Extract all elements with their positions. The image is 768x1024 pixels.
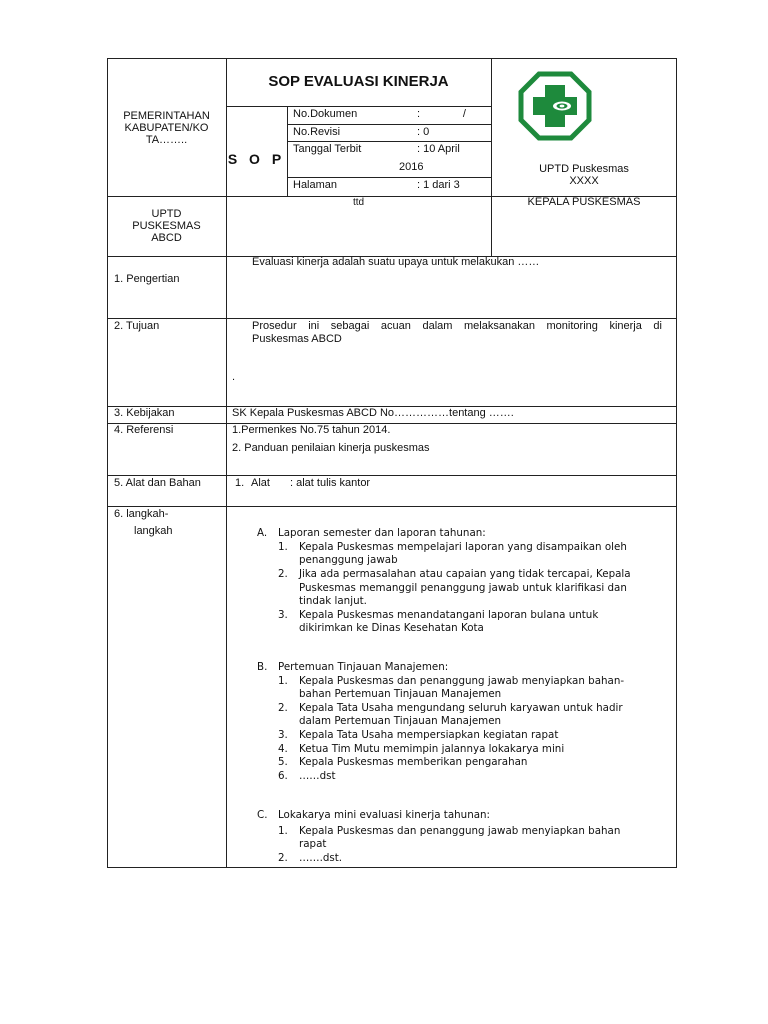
step-text: Jika ada permasalahan atau capaian yang tidak tercapai, Kepala [299, 568, 631, 580]
puskesmas-name: UPTD Puskesmas [539, 163, 629, 175]
unit-line: PUSKESMAS [132, 220, 201, 232]
group-letter: B. [257, 661, 268, 673]
puskesmas-logo-icon [517, 71, 593, 141]
step-number: 2. [278, 702, 288, 714]
step-number: 2. [278, 852, 288, 864]
org-line: TA…….. [145, 134, 188, 146]
divider [287, 124, 491, 125]
divider [287, 141, 491, 142]
tujuan-text: Puskesmas ABCD [252, 333, 342, 345]
step-number: 3. [278, 729, 288, 741]
divider [107, 506, 677, 507]
divider [226, 106, 491, 107]
step-text: Kepala Puskesmas dan penanggung jawab menyiapkan bahan [299, 825, 621, 837]
issue-date-value: : 10 April [417, 143, 460, 155]
divider [287, 177, 491, 178]
step-text: Kepala Puskesmas mempelajari laporan yang disampaikan oleh [299, 541, 627, 553]
alat-name: Alat [251, 477, 270, 489]
step-text: Kepala Puskesmas menandatangani laporan bulana untuk [299, 609, 599, 621]
pengertian-text: Evaluasi kinerja adalah suatu upaya untuk melakukan …… [252, 256, 540, 268]
divider [226, 256, 227, 868]
step-number: 3. [278, 609, 288, 621]
org-line: PEMERINTAHAN [123, 110, 210, 122]
divider [107, 423, 677, 424]
step-text: Ketua Tim Mutu memimpin jalannya lokakarya mini [299, 743, 565, 755]
group-title: Lokakarya mini evaluasi kinerja tahunan: [278, 809, 491, 821]
step-text: dikirimkan ke Dinas Kesehatan Kota [299, 622, 484, 634]
step-text: Kepala Tata Usaha mengundang seluruh karyawan untuk hadir [299, 702, 623, 714]
sop-label: S O P [227, 151, 286, 167]
page-value: : 1 dari 3 [417, 179, 460, 191]
step-text: penanggung jawab [299, 554, 398, 566]
divider [491, 58, 492, 256]
divider [107, 318, 677, 319]
step-text: rapat [299, 838, 327, 850]
group-letter: A. [257, 527, 268, 539]
group-title: Laporan semester dan laporan tahunan: [278, 527, 486, 539]
group-title: Pertemuan Tinjauan Manajemen: [278, 661, 449, 673]
page-label: Halaman [293, 179, 338, 191]
kebijakan-text: SK Kepala Puskesmas ABCD No……………tentang ……. [232, 407, 514, 419]
referensi-item: 2. Panduan penilaian kinerja puskesmas [232, 442, 430, 454]
step-number: 1. [278, 825, 288, 837]
step-number: 4. [278, 743, 288, 755]
tujuan-text: Prosedur ini sebagai acuan dalam melaksanakan monitoring kinerja di [252, 320, 662, 332]
step-text: Puskesmas memanggil penanggung jawab untuk klarifikasi dan [299, 582, 627, 594]
alat-value: : alat tulis kantor [290, 477, 371, 489]
section-label-pengertian: 1. Pengertian [114, 273, 180, 285]
step-text: Kepala Puskesmas memberikan pengarahan [299, 756, 528, 768]
signature-text: ttd [352, 197, 365, 208]
step-number: 5. [278, 756, 288, 768]
step-text: bahan Pertemuan Tinjauan Manajemen [299, 688, 502, 700]
referensi-item: 1.Permenkes No.75 tahun 2014. [232, 424, 391, 436]
section-label-alat: 5. Alat dan Bahan [114, 477, 201, 489]
org-line: KABUPATEN/KO [124, 122, 209, 134]
section-label-langkah: 6. langkah- [114, 508, 169, 520]
group-letter: C. [257, 809, 268, 821]
revision-value: : 0 [417, 126, 430, 138]
unit-line: UPTD [151, 208, 182, 220]
section-label-tujuan: 2. Tujuan [114, 320, 160, 332]
divider [107, 475, 677, 476]
step-text: ……dst [299, 770, 336, 782]
step-text: tindak lanjut. [299, 595, 367, 607]
step-text: dalam Pertemuan Tinjauan Manajemen [299, 715, 502, 727]
revision-label: No.Revisi [293, 126, 341, 138]
step-text: Kepala Tata Usaha mempersiapkan kegiatan rapat [299, 729, 559, 741]
section-label-kebijakan: 3. Kebijakan [114, 407, 175, 419]
puskesmas-name: XXXX [569, 175, 599, 187]
issue-date-year: 2016 [399, 161, 424, 173]
divider [287, 106, 288, 197]
step-number: 1. [278, 541, 288, 553]
step-number: 2. [278, 568, 288, 580]
doc-number-value: : / [417, 108, 466, 120]
section-label-langkah: langkah [134, 525, 173, 537]
unit-line: ABCD [151, 232, 182, 244]
step-text: …….dst. [299, 852, 343, 864]
tujuan-dot: . [232, 371, 236, 383]
page-title: SOP EVALUASI KINERJA [268, 73, 449, 90]
step-number: 6. [278, 770, 288, 782]
step-text: Kepala Puskesmas dan penanggung jawab menyiapkan bahan- [299, 675, 625, 687]
doc-number-label: No.Dokumen [293, 108, 358, 120]
alat-number: 1. [235, 477, 245, 489]
issue-date-label: Tanggal Terbit [293, 143, 362, 155]
section-label-referensi: 4. Referensi [114, 424, 174, 436]
step-number: 1. [278, 675, 288, 687]
head-title: KEPALA PUSKESMAS [527, 196, 641, 208]
